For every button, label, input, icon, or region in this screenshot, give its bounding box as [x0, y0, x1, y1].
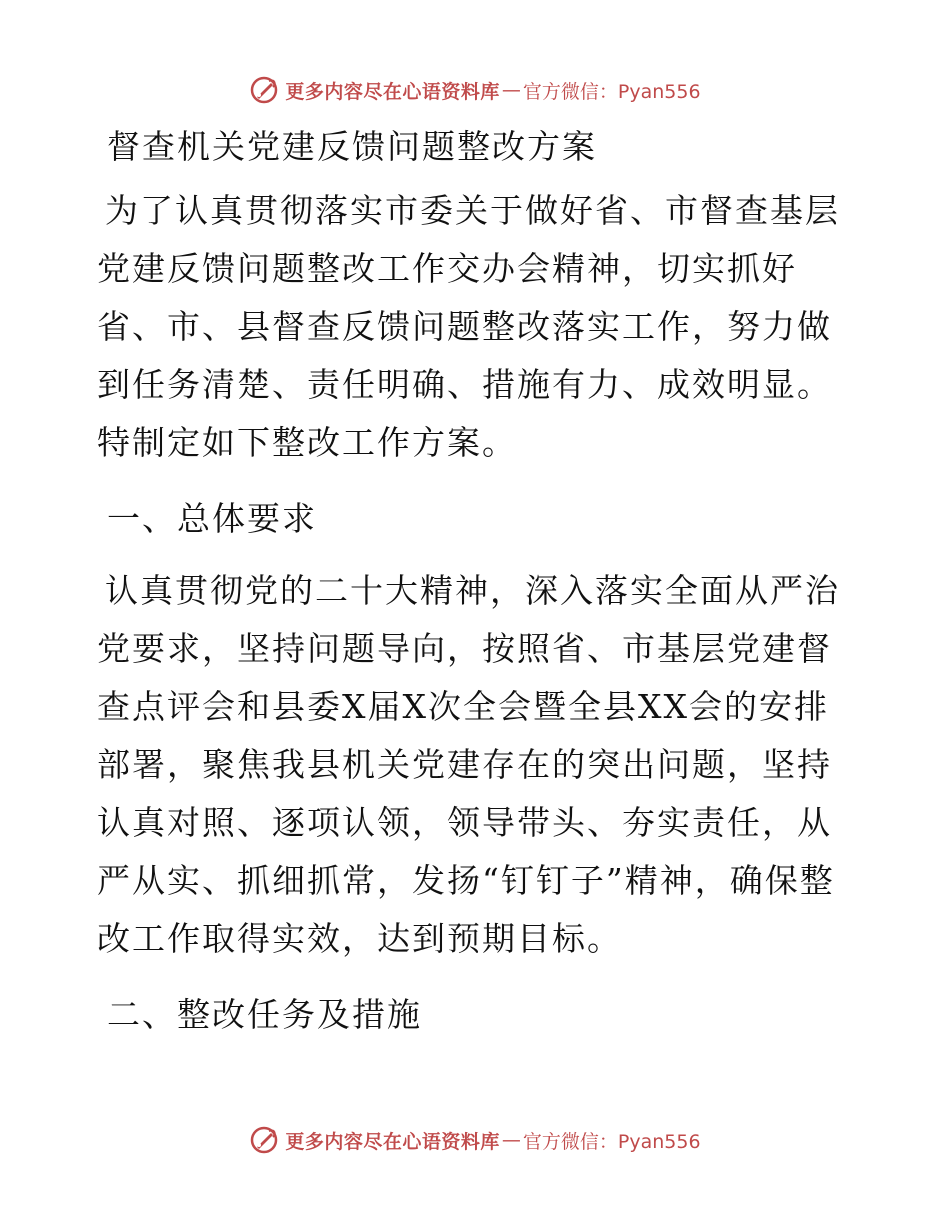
watermark-text: 更多内容尽在心语资料库	[285, 1130, 500, 1153]
watermark-wechat: 官方微信：Pyan556	[522, 1130, 701, 1153]
section-heading-2: 二、整改任务及措施	[107, 995, 422, 1034]
quill-logo-icon	[249, 1125, 279, 1155]
watermark-banner-bottom	[0, 1120, 950, 1160]
quill-logo-icon	[249, 75, 279, 105]
watermark-dash: —	[501, 1129, 521, 1151]
watermark-text: 更多内容尽在心语资料库	[285, 80, 500, 103]
paragraph-intro: 为了认真贯彻落实市委关于做好省、市督查基层党建反馈问题整改工作交办会精神，切实抓好省、市、县督查反馈问题整改落实工作，努力做到任务清楚、责任明确、措施有力、成效明显。特制定如下整改工作方案。	[97, 191, 840, 462]
watermark-dash: —	[501, 79, 521, 101]
document-body	[97, 122, 857, 1058]
watermark-banner-top	[0, 70, 950, 110]
section-heading-1: 一、总体要求	[107, 499, 317, 538]
document-title: 督查机关党建反馈问题整改方案	[107, 127, 597, 166]
watermark-wechat: 官方微信：Pyan556	[522, 80, 701, 103]
paragraph-requirements: 认真贯彻党的二十大精神，深入落实全面从严治党要求，坚持问题导向，按照省、市基层党建督查点评会和县委X届X次全会暨全县XX会的安排部署，聚焦我县机关党建存在的突出问题，坚持认真对照、逐项认领，领导带头、夯实责任，从严从实、抓细抓常，发扬“钉钉子”精神，确保整改工作取得实效，达到预期目标。	[97, 571, 840, 958]
